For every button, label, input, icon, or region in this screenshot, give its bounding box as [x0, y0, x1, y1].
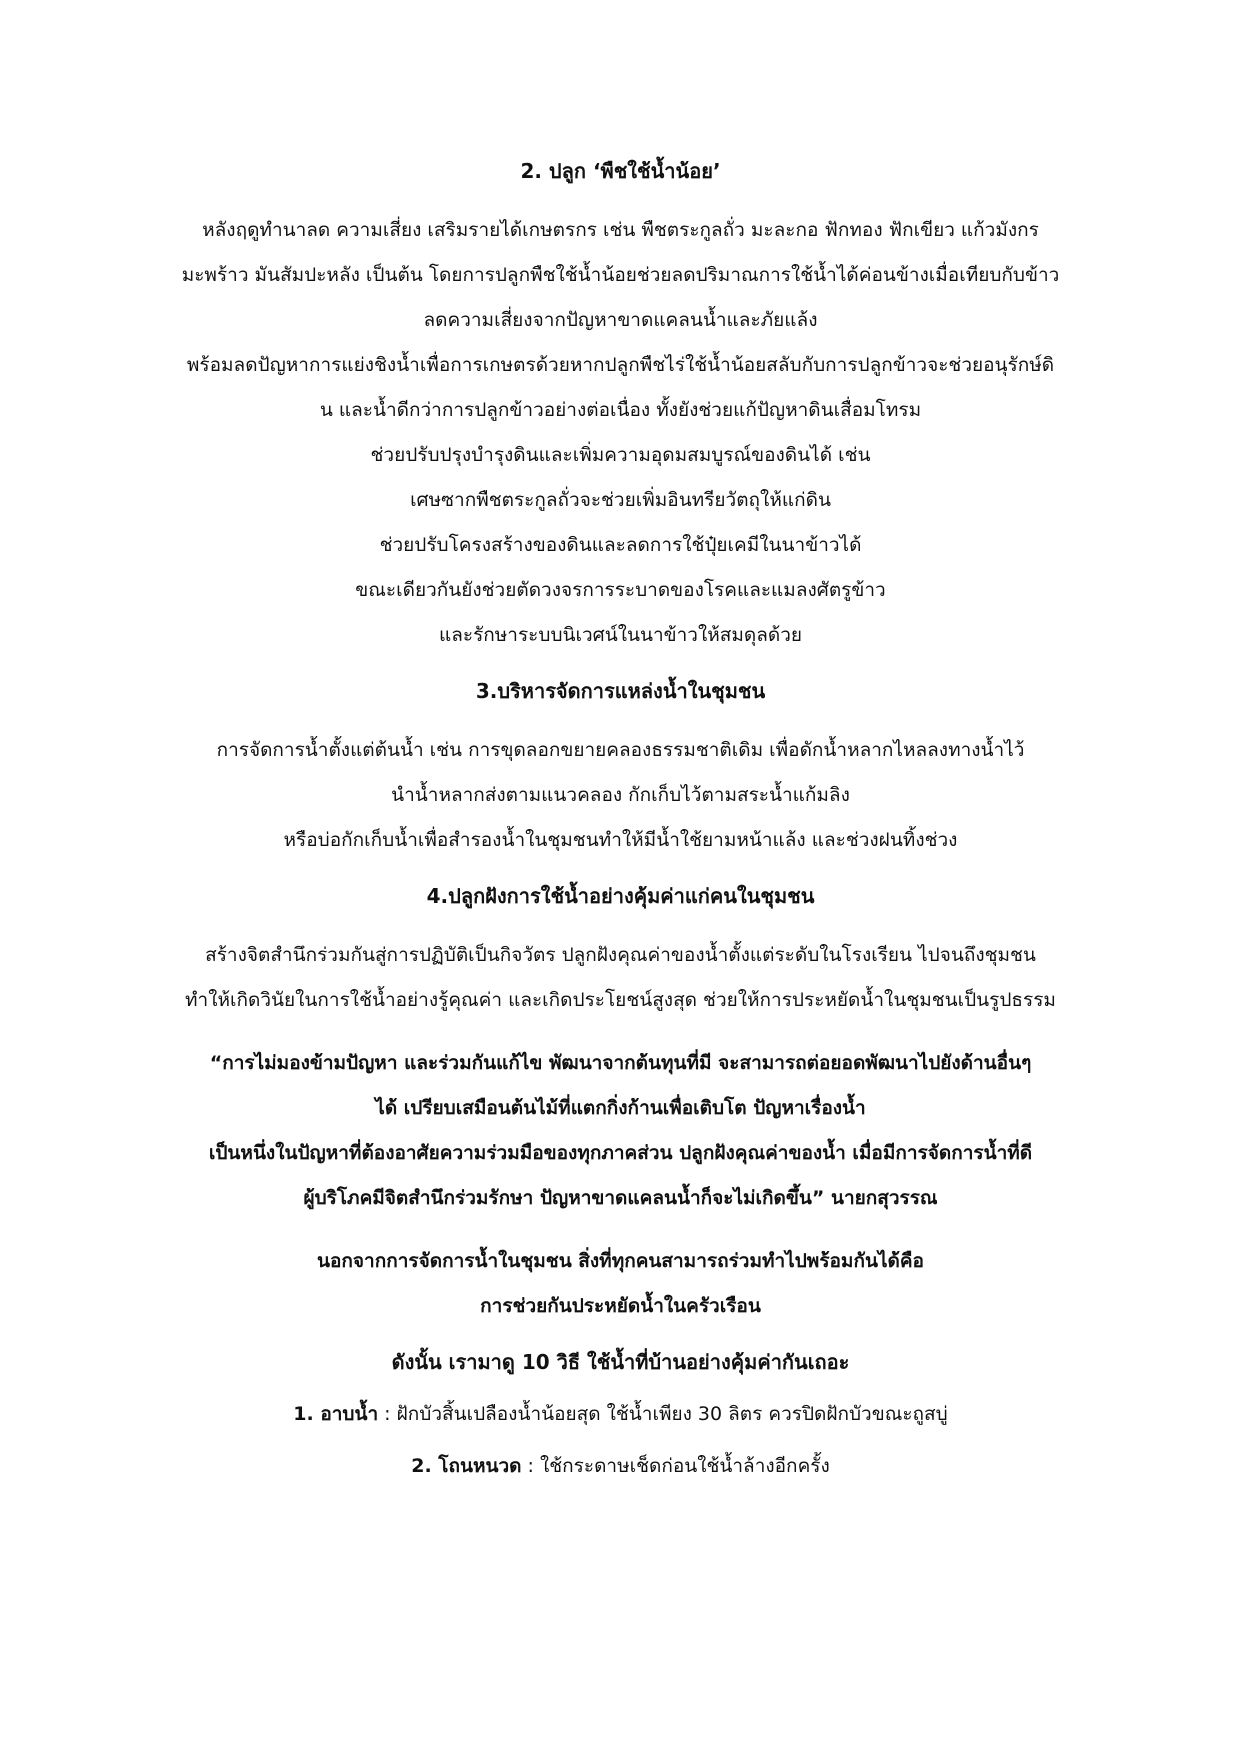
text-line: ขณะเดียวกันยังช่วยตัดวงจรการระบาดของโรคและแมลงศัตรูข้าว: [355, 579, 886, 601]
text-line: หลังฤดูทำนาลด ความเสี่ยง เสริมรายได้เกษตรกร เช่น พืชตระกูลถั่ว มะละกอ ฟักทอง ฟักเขียว แก้วมังกร: [202, 219, 1039, 241]
text-line: หรือบ่อกักเก็บน้ำเพื่อสำรองน้ำในชุมชนทำให้มีน้ำใช้ยามหน้าแล้ง และช่วงฝนทิ้งช่วง: [283, 829, 958, 851]
text-line: ช่วยปรับโครงสร้างของดินและลดการใช้ปุ๋ยเคมีในนาข้าวได้: [379, 534, 862, 556]
text-line: ทำให้เกิดวินัยในการใช้น้ำอย่างรู้คุณค่า และเกิดประโยชน์สูงสุด ช่วยให้การประหยัดน้ำในชุมชนเป็นรูปธรรม: [185, 989, 1056, 1011]
quote-line: “การไม่มองข้ามปัญหา และร่วมกันแก้ไข พัฒนาจากต้นทุนที่มี จะสามารถต่อยอดพัฒนาไปยังด้านอื่นๆ: [209, 1052, 1032, 1074]
intro-line: การช่วยกันประหยัดน้ำในครัวเรือน: [480, 1295, 761, 1317]
section-body-4: [140, 933, 1101, 1023]
intro-line: นอกจากการจัดการน้ำในชุมชน สิ่งที่ทุกคนสามารถร่วมทำไปพร้อมกันได้คือ: [317, 1250, 924, 1272]
text-line: และรักษาระบบนิเวศน์ในนาข้าวให้สมดุลด้วย: [438, 624, 803, 646]
text-line: ช่วยปรับปรุงบำรุงดินและเพิ่มความอุดมสมบูรณ์ของดินได้ เช่น: [370, 444, 871, 466]
quote-block: [140, 1041, 1101, 1221]
text-line: เศษซากพืชตระกูลถั่วจะช่วยเพิ่มอินทรียวัตถุให้แก่ดิน: [410, 489, 831, 511]
text-line: นำน้ำหลากส่งตามแนวคลอง กักเก็บไว้ตามสระน้ำแก้มลิง: [391, 784, 850, 806]
text-line: มะพร้าว มันสัมปะหลัง เป็นต้น โดยการปลูกพืชใช้น้ำน้อยช่วยลดปริมาณการใช้น้ำได้ค่อนข้างเมื่อเทียบกับข้าว: [181, 264, 1060, 286]
text-line: ลดความเสี่ยงจากปัญหาขาดแคลนน้ำและภัยแล้ง: [423, 309, 818, 331]
tip-term: 1. อาบน้ำ: [293, 1403, 379, 1425]
tip-term: 2. โถนหนวด: [411, 1455, 522, 1477]
tips-heading: ดังนั้น เรามาดู 10 วิธี ใช้น้ำที่บ้านอย่างคุ้มค่ากันเถอะ: [391, 1350, 850, 1374]
quote-line: ได้ เปรียบเสมือนต้นไม้ที่แตกกิ่งก้านเพื่อเติบโต ปัญหาเรื่องน้ำ: [375, 1097, 866, 1119]
text-line: สร้างจิตสำนึกร่วมกันสู่การปฏิบัติเป็นกิจวัตร ปลูกฝังคุณค่าของน้ำตั้งแต่ระดับในโรงเรียน ไปจนถึงชุมชน: [205, 944, 1036, 966]
tip-item-2: [140, 1451, 1101, 1481]
section-heading-4: 4.ปลูกฝังการใช้น้ำอย่างคุ้มค่าแก่คนในชุมชน: [426, 884, 815, 908]
section-heading-3: 3.บริหารจัดการแหล่งน้ำในชุมชน: [475, 679, 766, 703]
text-line: การจัดการน้ำตั้งแต่ต้นน้ำ เช่น การขุดลอกขยายคลองธรรมชาติเดิม เพื่อดักน้ำหลากไหลลงทางน้ำไว้: [216, 739, 1025, 761]
text-line: พร้อมลดปัญหาการแย่งชิงน้ำเพื่อการเกษตรด้วยหากปลูกพืชไร่ใช้น้ำน้อยสลับกับการปลูกข้าวจะช่วยอนุรักษ์ดิ: [186, 354, 1055, 376]
tip-item-1: [140, 1399, 1101, 1429]
section-heading-2: 2. ปลูก ‘พืชใช้น้ำน้อย’: [520, 159, 721, 183]
section-body-3: [140, 728, 1101, 863]
quote-line: เป็นหนึ่งในปัญหาที่ต้องอาศัยความร่วมมือของทุกภาคส่วน ปลูกฝังคุณค่าของน้ำ เมื่อมีการจัดการน้ำที่ดี: [208, 1142, 1033, 1164]
section-body-2: [140, 208, 1101, 658]
quote-line: ผู้บริโภคมีจิตสำนึกร่วมรักษา ปัญหาขาดแคลนน้ำก็จะไม่เกิดขึ้น” นายกสุวรรณ: [303, 1187, 938, 1209]
tip-desc: : ใช้กระดาษเช็ดก่อนใช้น้ำล้างอีกครั้ง: [521, 1455, 830, 1477]
text-line: น และน้ำดีกว่าการปลูกข้าวอย่างต่อเนื่อง ทั้งยังช่วยแก้ปัญหาดินเสื่อมโทรม: [319, 399, 922, 421]
intro-block: [140, 1239, 1101, 1329]
tip-desc: : ฝักบัวสิ้นเปลืองน้ำน้อยสุด ใช้น้ำเพียง 30 ลิตร ควรปิดฝักบัวขณะถูสบู่: [378, 1403, 948, 1425]
